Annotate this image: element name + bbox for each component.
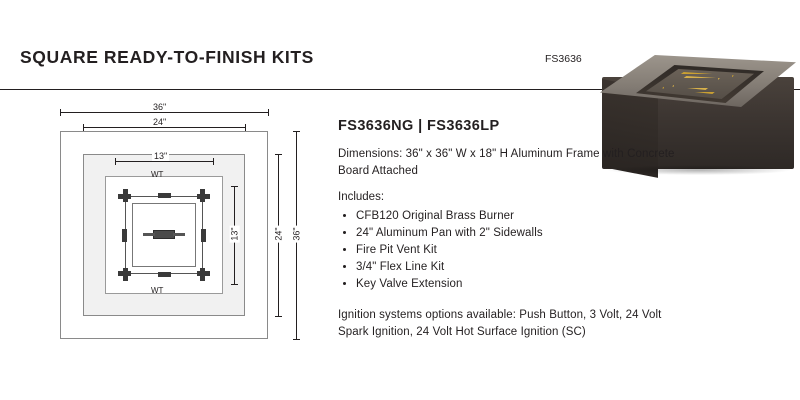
ignition-options-text: Ignition systems options available: Push Button, 3 Volt, 24 Volt Spark Ignition, 24 Volt Hot Surface Ignition (SC) bbox=[338, 309, 662, 338]
list-item: • Fire Pit Vent Kit bbox=[356, 242, 678, 259]
dim-tick bbox=[231, 284, 238, 285]
dim-label-burner-right: 13" bbox=[229, 227, 240, 241]
dim-label-top-inner: 24" bbox=[153, 117, 167, 127]
list-item: • Key Valve Extension bbox=[356, 276, 678, 293]
burner-mid-block bbox=[158, 193, 171, 198]
includes-label: Includes: bbox=[338, 191, 385, 203]
dimensions-text: Dimensions: 36" x 36" W x 18" H Aluminum Frame with Concrete Board Attached bbox=[338, 148, 675, 177]
dim-tick bbox=[275, 316, 282, 317]
burner-corner-block bbox=[123, 268, 128, 281]
list-item: • 3/4" Flex Line Kit bbox=[356, 259, 678, 276]
list-item: • 24" Aluminum Pan with 2" Sidewalls bbox=[356, 225, 678, 242]
technical-drawing bbox=[38, 98, 303, 348]
dim-label-burner-top: 13" bbox=[154, 151, 168, 161]
dim-line-top-outer bbox=[60, 112, 268, 113]
dim-tick bbox=[231, 186, 238, 187]
list-item: • CFB120 Original Brass Burner bbox=[356, 208, 678, 225]
annotation-wt-top: WT bbox=[151, 170, 164, 179]
annotation-wt-bottom: WT bbox=[151, 286, 164, 295]
page-title: SQUARE READY-TO-FINISH KITS bbox=[20, 47, 314, 67]
dim-tick bbox=[293, 339, 300, 340]
burner-assembly bbox=[115, 186, 213, 284]
dim-tick bbox=[83, 124, 84, 131]
dim-tick bbox=[115, 158, 116, 165]
dim-tick bbox=[293, 131, 300, 132]
burner-mid-block bbox=[201, 229, 206, 242]
dim-tick bbox=[245, 124, 246, 131]
burner-supply-stub bbox=[173, 233, 185, 236]
includes-list bbox=[338, 208, 678, 293]
dim-label-outer-right: 36" bbox=[291, 227, 302, 241]
model-numbers: FS3636NG | FS3636LP bbox=[338, 118, 500, 134]
burner-corner-block bbox=[123, 189, 128, 202]
burner-corner-block bbox=[200, 268, 205, 281]
burner-center-fitting bbox=[153, 230, 175, 239]
burner-supply-stub bbox=[143, 233, 155, 236]
burner-mid-block bbox=[158, 272, 171, 277]
dim-label-top-outer: 36" bbox=[153, 102, 167, 112]
dim-line-top-inner bbox=[83, 127, 245, 128]
dim-line-burner-top bbox=[115, 161, 213, 162]
dim-label-inner-right: 24" bbox=[273, 227, 284, 241]
product-code-label: FS3636 bbox=[545, 53, 582, 65]
dim-tick bbox=[268, 109, 269, 116]
dim-tick bbox=[275, 154, 282, 155]
dim-tick bbox=[213, 158, 214, 165]
burner-corner-block bbox=[200, 189, 205, 202]
burner-mid-block bbox=[122, 229, 127, 242]
specifications-panel bbox=[338, 118, 678, 340]
dim-tick bbox=[60, 109, 61, 116]
